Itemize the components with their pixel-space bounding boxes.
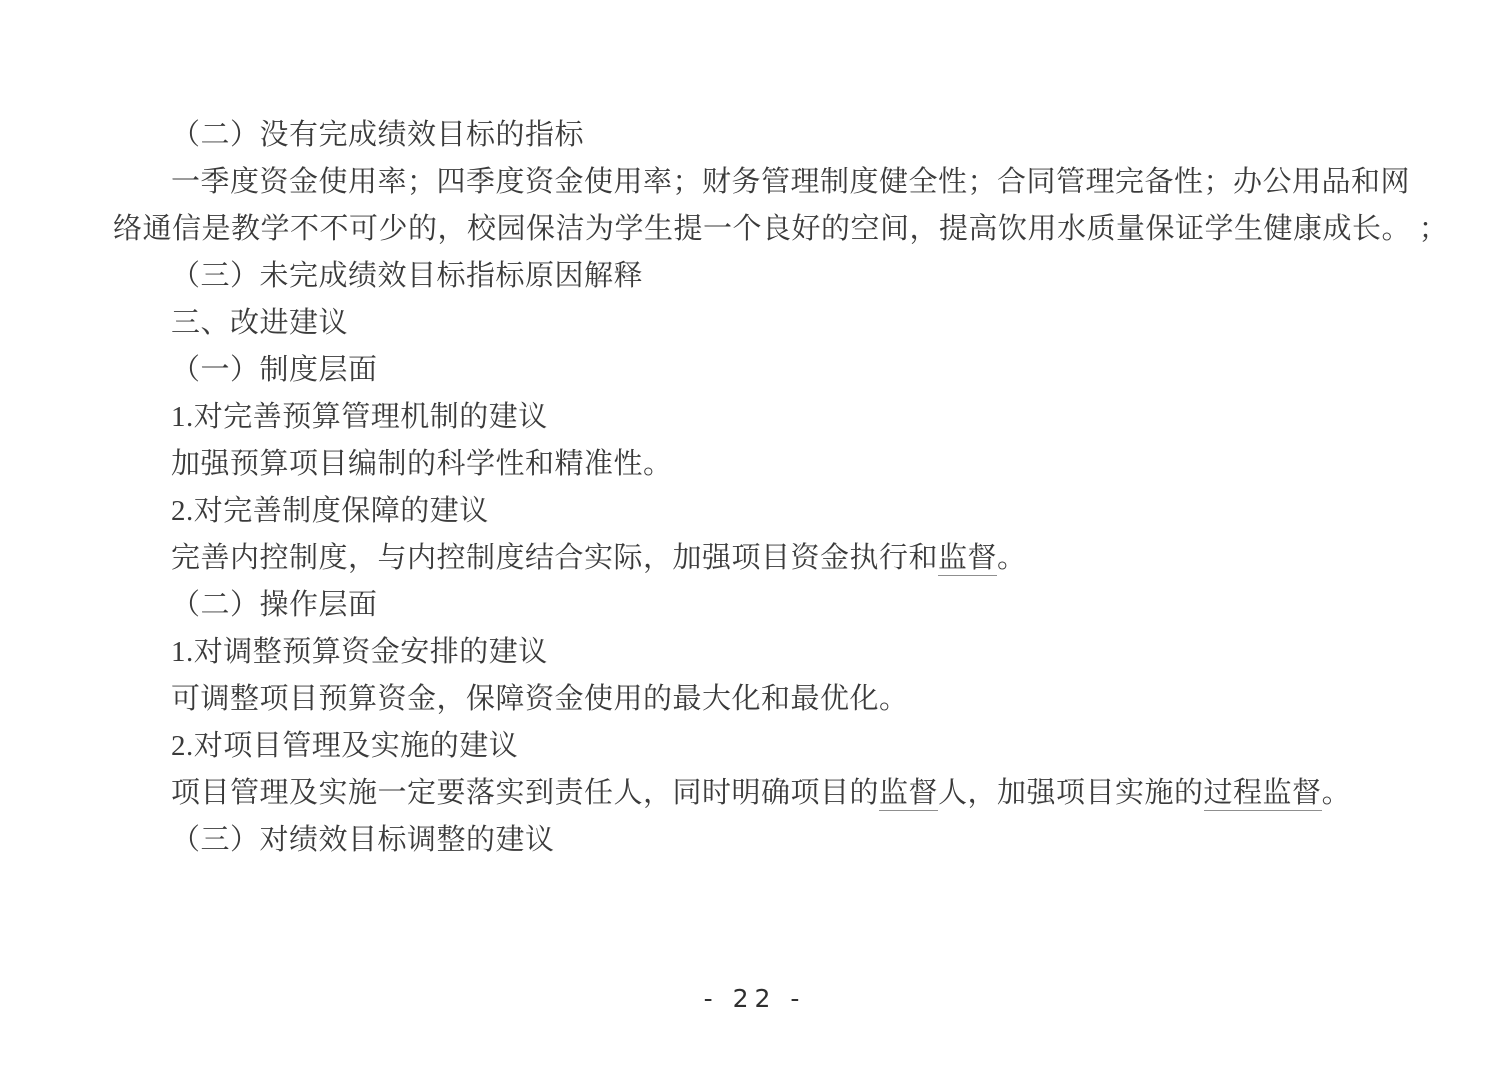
- heading-not-completed-indicators: [113, 112, 1396, 159]
- text-segment: 可调整项目预算资金，保障资金使用的最大化和最优化。: [171, 683, 909, 715]
- document-body: [113, 112, 1449, 864]
- underlined-text: 监督: [879, 777, 939, 809]
- heading-operation-level: [113, 582, 1396, 629]
- text-segment: 加强预算项目编制的科学性和精准性。: [171, 448, 673, 480]
- text-segment: 人，加强项目实施的: [938, 777, 1204, 809]
- text-segment: 三、改进建议: [171, 307, 349, 339]
- text-segment: （二）没有完成绩效目标的指标: [171, 119, 585, 151]
- text-segment: （一）制度层面: [171, 354, 378, 386]
- para-indicators-line-1: [113, 159, 1411, 206]
- item-budget-mechanism-body: [113, 441, 1396, 488]
- page-footer: [0, 984, 1509, 1013]
- underlined-text: 监督: [938, 542, 998, 574]
- text-segment: 一季度资金使用率；四季度资金使用率；财务管理制度健全性；合同管理完备性；办公用品和网: [171, 166, 1411, 198]
- item-project-management-body: [113, 770, 1396, 817]
- item-budget-mechanism-title: [113, 394, 1396, 441]
- text-segment: 2.对项目管理及实施的建议: [171, 730, 519, 762]
- text-segment: 1.对完善预算管理机制的建议: [171, 401, 548, 433]
- text-segment: 。: [997, 542, 1027, 574]
- text-segment: （三）对绩效目标调整的建议: [171, 824, 555, 856]
- item-system-guarantee-title: [113, 488, 1396, 535]
- para-indicators-line-2: [113, 206, 1449, 253]
- item-project-management-title: [113, 723, 1396, 770]
- heading-performance-target-adjust: [113, 817, 1396, 864]
- page-number: - 22 -: [703, 984, 806, 1013]
- item-adjust-budget-body: [113, 676, 1396, 723]
- text-segment: 。: [1321, 777, 1352, 809]
- text-segment: 项目管理及实施一定要落实到责任人，同时明确项目的: [171, 777, 880, 809]
- item-system-guarantee-body: [113, 535, 1396, 582]
- text-segment: （三）未完成绩效目标指标原因解释: [171, 260, 644, 292]
- item-adjust-budget-title: [113, 629, 1396, 676]
- text-segment: 完善内控制度，与内控制度结合实际，加强项目资金执行和: [171, 542, 939, 574]
- text-segment: 1.对调整预算资金安排的建议: [171, 636, 548, 668]
- text-segment: （二）操作层面: [171, 589, 378, 621]
- heading-unfinished-reason: [113, 253, 1396, 300]
- text-segment: 络通信是教学不不可少的，校园保洁为学生提一个良好的空间，提高饮用水质量保证学生健康成长。 ；: [113, 213, 1449, 245]
- underlined-text: 过程监督: [1203, 777, 1322, 809]
- heading-system-level: [113, 347, 1396, 394]
- text-segment: 2.对完善制度保障的建议: [171, 495, 489, 527]
- heading-improvement-suggestions: [113, 300, 1396, 347]
